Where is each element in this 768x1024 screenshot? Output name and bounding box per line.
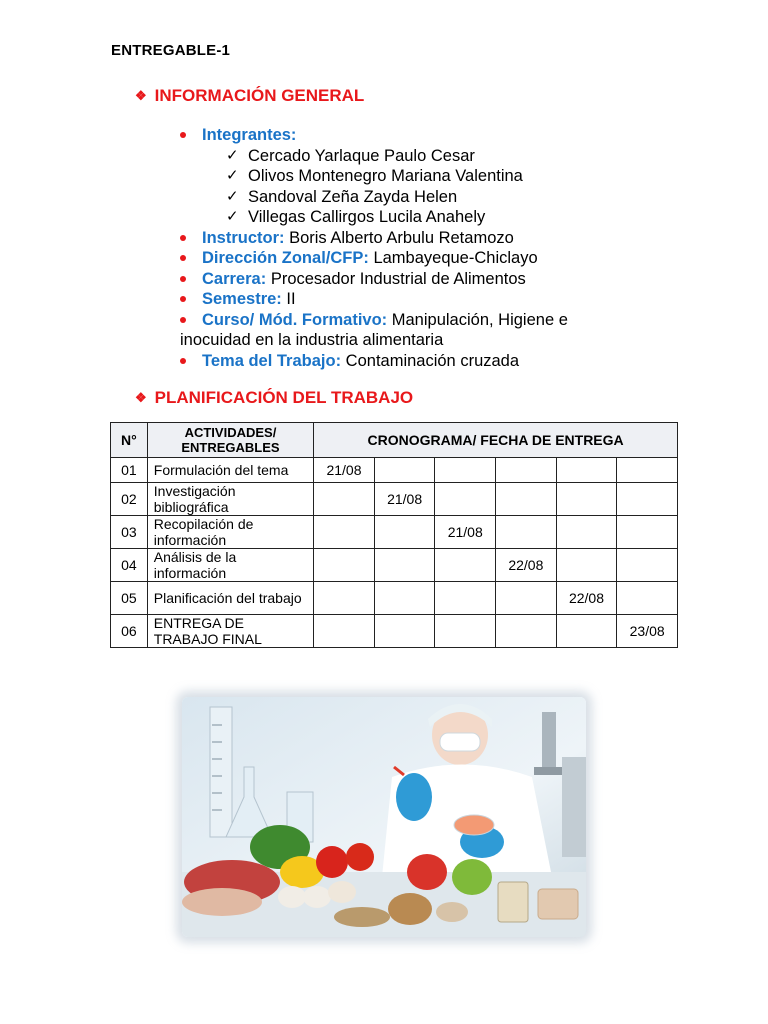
empty-schedule-cell	[435, 615, 496, 648]
table-row	[111, 549, 678, 582]
date-cell: 21/08	[374, 483, 435, 516]
direccion-label: Dirección Zonal/CFP:	[202, 249, 369, 267]
diamond-bullet-icon: ❖	[135, 390, 147, 405]
bullet-icon	[180, 235, 186, 241]
empty-schedule-cell	[314, 549, 375, 582]
check-icon: ✓	[226, 146, 239, 164]
row-number: 06	[111, 615, 148, 648]
bullet-icon	[180, 296, 186, 302]
row-number: 02	[111, 483, 148, 516]
empty-schedule-cell	[314, 615, 375, 648]
empty-schedule-cell	[496, 483, 557, 516]
list-item-integrantes	[180, 125, 620, 146]
activity-cell: Recopilación de información	[147, 516, 313, 549]
table-header-row	[111, 423, 678, 458]
table-row	[111, 483, 678, 516]
curso-value-line2: inocuidad en la industria alimentaria	[180, 331, 444, 349]
instructor-value: Boris Alberto Arbulu Retamozo	[289, 228, 514, 247]
tema-label: Tema del Trabajo:	[202, 351, 342, 370]
empty-schedule-cell	[314, 582, 375, 615]
empty-schedule-cell	[496, 615, 557, 648]
bullet-icon	[180, 276, 186, 282]
empty-schedule-cell	[435, 483, 496, 516]
table-row	[111, 582, 678, 615]
section-title: PLANIFICACIÓN DEL TRABAJO	[154, 388, 414, 407]
empty-schedule-cell	[435, 458, 496, 483]
member-item	[226, 207, 620, 228]
header-num: N°	[111, 423, 148, 458]
list-item-carrera	[180, 269, 620, 290]
empty-schedule-cell	[374, 549, 435, 582]
curso-value-line1: Manipulación, Higiene e	[391, 310, 568, 329]
carrera-value: Procesador Industrial de Alimentos	[270, 269, 526, 288]
semestre-value: II	[286, 290, 296, 308]
food-lab-illustration	[182, 697, 586, 937]
section-title: INFORMACIÓN GENERAL	[154, 86, 365, 105]
empty-schedule-cell	[617, 549, 678, 582]
list-item-tema	[180, 351, 620, 372]
empty-schedule-cell	[496, 582, 557, 615]
food-lab-photo	[182, 697, 586, 937]
activity-cell: Investigación bibliográfica	[147, 483, 313, 516]
empty-schedule-cell	[556, 516, 617, 549]
date-cell: 22/08	[556, 582, 617, 615]
date-cell: 22/08	[496, 549, 557, 582]
empty-schedule-cell	[435, 582, 496, 615]
member-item	[226, 187, 620, 208]
table-row	[111, 458, 678, 483]
date-cell: 21/08	[314, 458, 375, 483]
header-schedule: CRONOGRAMA/ FECHA DE ENTREGA	[314, 423, 678, 458]
bullet-icon	[180, 317, 186, 323]
header-activities: ACTIVIDADES/ ENTREGABLES	[147, 423, 313, 458]
schedule-table	[110, 422, 678, 648]
activity-cell: Formulación del tema	[147, 458, 313, 483]
check-icon: ✓	[226, 208, 239, 225]
instructor-label: Instructor:	[202, 228, 285, 247]
section-heading-planning	[135, 388, 413, 408]
empty-schedule-cell	[374, 582, 435, 615]
row-number: 04	[111, 549, 148, 582]
list-item-semestre	[180, 289, 620, 310]
member-name: Villegas Callirgos Lucila Anahely	[248, 208, 486, 226]
diamond-bullet-icon: ❖	[135, 88, 147, 103]
empty-schedule-cell	[374, 615, 435, 648]
bullet-icon	[180, 358, 186, 364]
members-list	[180, 146, 620, 228]
activity-cell: Planificación del trabajo	[147, 582, 313, 615]
member-item	[226, 146, 620, 167]
table-row	[111, 615, 678, 648]
empty-schedule-cell	[374, 516, 435, 549]
empty-schedule-cell	[556, 458, 617, 483]
empty-schedule-cell	[556, 615, 617, 648]
tema-value: Contaminación cruzada	[345, 351, 520, 370]
empty-schedule-cell	[314, 483, 375, 516]
list-item-curso	[180, 310, 620, 331]
empty-schedule-cell	[617, 483, 678, 516]
check-icon: ✓	[226, 187, 239, 205]
date-cell: 21/08	[435, 516, 496, 549]
list-item-direccion	[180, 248, 620, 269]
integrantes-label: Integrantes:	[202, 126, 297, 144]
check-icon: ✓	[226, 167, 239, 184]
carrera-label: Carrera:	[202, 269, 267, 288]
bullet-icon	[180, 255, 186, 261]
empty-schedule-cell	[435, 549, 496, 582]
activity-cell: Análisis de la información	[147, 549, 313, 582]
member-name: Sandoval Zeña Zayda Helen	[248, 187, 458, 206]
empty-schedule-cell	[617, 458, 678, 483]
row-number: 05	[111, 582, 148, 615]
bullet-icon	[180, 132, 186, 138]
empty-schedule-cell	[617, 582, 678, 615]
member-item	[226, 166, 620, 187]
row-number: 03	[111, 516, 148, 549]
empty-schedule-cell	[496, 458, 557, 483]
list-item-instructor	[180, 228, 620, 249]
member-name: Olivos Montenegro Mariana Valentina	[248, 167, 523, 185]
empty-schedule-cell	[556, 483, 617, 516]
table-row	[111, 516, 678, 549]
empty-schedule-cell	[556, 549, 617, 582]
empty-schedule-cell	[374, 458, 435, 483]
semestre-label: Semestre:	[202, 290, 282, 308]
empty-schedule-cell	[314, 516, 375, 549]
row-number: 01	[111, 458, 148, 483]
general-info-list	[180, 125, 620, 371]
activity-cell: ENTREGA DE TRABAJO FINAL	[147, 615, 313, 648]
empty-schedule-cell	[617, 516, 678, 549]
empty-schedule-cell	[496, 516, 557, 549]
document-title: ENTREGABLE-1	[111, 42, 231, 59]
curso-label: Curso/ Mód. Formativo:	[202, 310, 388, 329]
date-cell: 23/08	[617, 615, 678, 648]
member-name: Cercado Yarlaque Paulo Cesar	[248, 146, 475, 165]
section-heading-general	[135, 86, 364, 106]
direccion-value: Lambayeque-Chiclayo	[373, 249, 538, 267]
